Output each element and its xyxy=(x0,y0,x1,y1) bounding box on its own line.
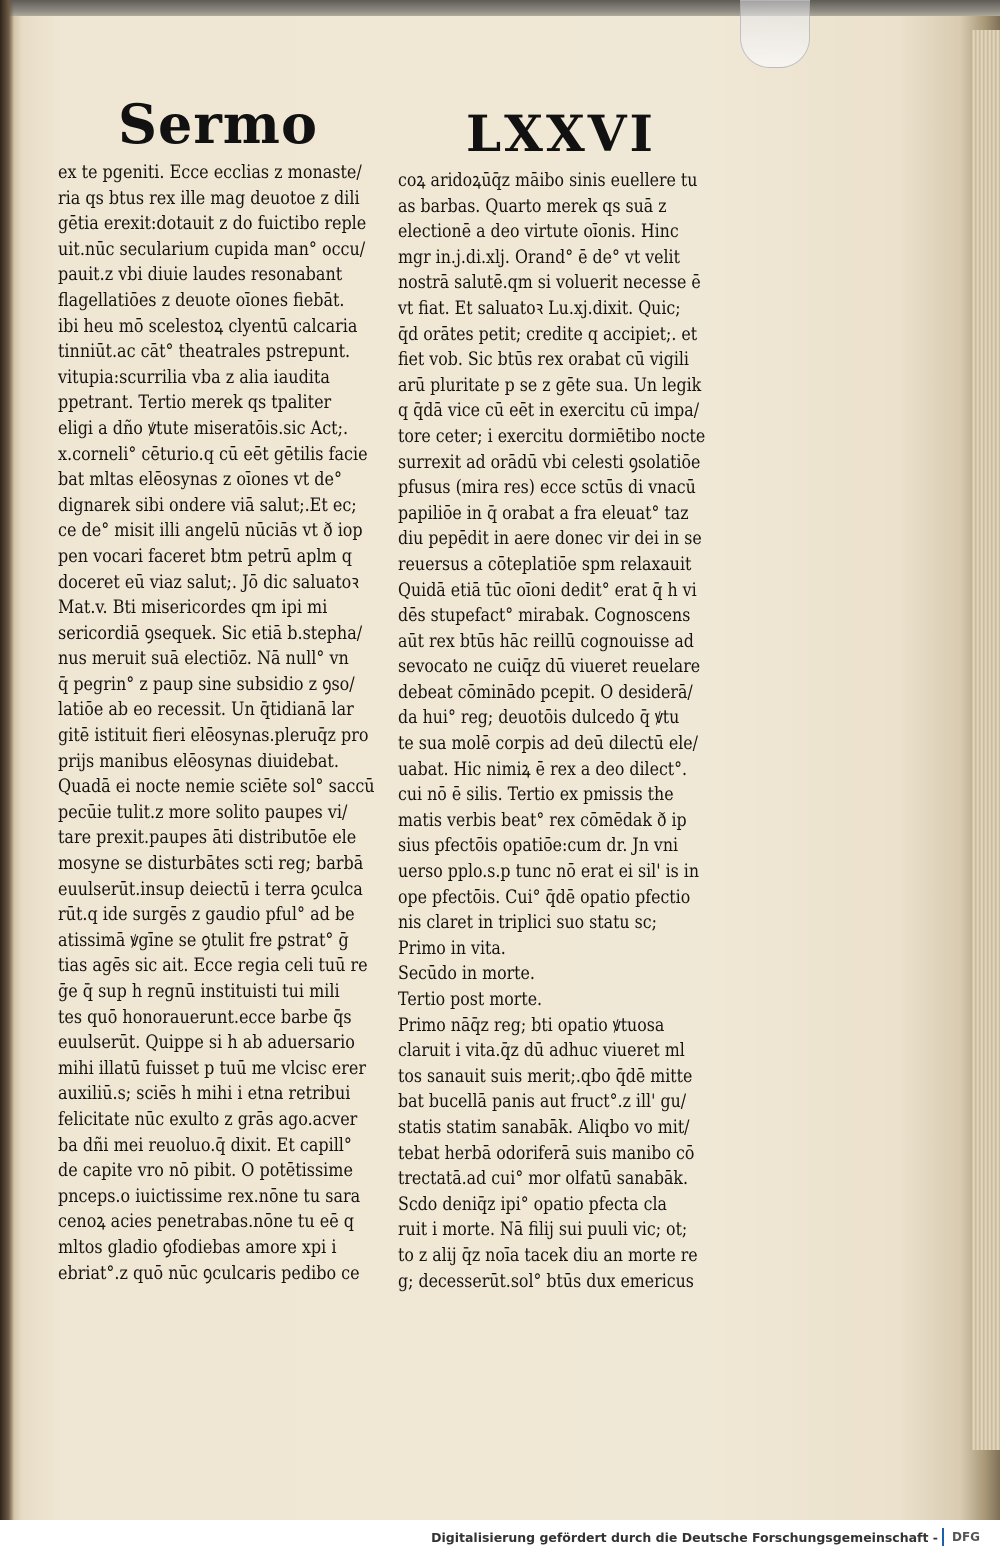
text-line: Quidā etiā tūc oīoni dedit° erat q̄ h vi xyxy=(398,579,697,601)
text-line: dignarek sibi ondere viā salut;.Et ec; xyxy=(58,494,357,516)
text-line: euulserūt. Quippe si h ab aduersario xyxy=(58,1032,355,1054)
text-line: cui nō ē silis. Tertio ex pmissis the xyxy=(398,784,674,806)
text-line: as barbas. Quarto merek qs suā z xyxy=(398,195,667,217)
text-line: ope pfectōis. Cui° q̄dē opatio pfectio xyxy=(398,886,691,908)
text-line: Tertio post morte. xyxy=(398,989,543,1010)
funding-credit: Digitalisierung gefördert durch die Deutsche Forschungsgemeinschaft - xyxy=(431,1530,938,1545)
text-line: uerso pplo.s.p tunc nō erat ei sil' is in xyxy=(398,861,700,883)
text-line: gētia erexit:dotauit z do fuictibo reple xyxy=(58,213,367,235)
footer-bar xyxy=(0,1520,1000,1557)
text-line: nostrā salutē.qm si voluerit necesse ē xyxy=(398,272,701,294)
text-line: ebriat°.z quō nūc ꝯculcaris pedibo ce xyxy=(58,1262,360,1284)
right-column xyxy=(398,168,721,1294)
text-line: Scdo deniq̄z ipi° opatio pfecta cla xyxy=(398,1193,667,1215)
text-line: flagellatiōes z deuote oīones fiebāt. xyxy=(58,289,345,311)
text-line: to z alij q̄z noīa tacek diu an morte re xyxy=(398,1244,698,1266)
text-line: da hui° reg; deuotōis dulcedo q̄ ꝟtu xyxy=(398,707,680,729)
text-line: tinniūt.ac cāt° theatrales pstrepunt. xyxy=(58,341,351,363)
text-line: gitē istituit fieri elēosynas.pleruq̄z pro xyxy=(58,725,369,747)
text-line: statis statim sanabāk. Aliqbo vo mit/ xyxy=(398,1116,690,1138)
text-line: q̄ pegrin° z paup sine subsidio z ꝯso/ xyxy=(58,673,355,695)
text-line: atissimā ꝟgīne se ꝯtulit fre ꝑstrat° ḡ xyxy=(58,929,349,951)
text-line: tias agēs sic ait. Ecce regia celi tuū re xyxy=(58,955,368,977)
text-line: ḡe q̄ sup h regnū instituisti tui mili xyxy=(58,981,340,1002)
text-line: pnceps.o iuictissime rex.nōne tu sara xyxy=(58,1185,361,1207)
text-line: tebat herbā odoriferā suis manibo cō xyxy=(398,1142,695,1164)
text-line: diu pepēdit in aere donec vir dei in se xyxy=(398,528,702,550)
text-line: mltos gladio ꝯfodiebas amore xpi i xyxy=(58,1236,337,1258)
text-line: ba dñi mei reuoluo.q̄ dixit. Et capill° xyxy=(58,1134,352,1156)
text-line: sericordiā ꝯsequek. Sic etiā b.stepha/ xyxy=(58,622,363,644)
text-line: pfusus (mira res) ecce sctūs di vnacū xyxy=(398,477,696,499)
text-line: bat mltas elēosynas z oīones vt de° xyxy=(58,469,343,491)
text-line: pen vocari faceret btm petrū aplm q xyxy=(58,545,352,567)
text-line: reuersus a cōteplatiōe spm relaxauit xyxy=(398,553,692,575)
book-cradle-edge xyxy=(0,0,1000,16)
text-line: te sua molē corpis ad deū dilectū ele/ xyxy=(398,733,698,755)
text-line: mihi illatū fuisset p tuū me vlcisc erer xyxy=(58,1057,366,1079)
text-line: ce de° misit illi angelū nūciās vt ð iop xyxy=(58,520,363,542)
text-line: q q̄dā vice cū eēt in exercitu cū impa/ xyxy=(398,400,700,422)
text-line: uabat. Hic nimiꝝ ē rex a deo dilect°. xyxy=(398,758,688,780)
text-line: dēs stupefact° mirabak. Cognoscens xyxy=(398,605,691,627)
text-line: x.corneli° cēturio.q cū eēt gētilis facie xyxy=(58,443,368,465)
text-line: surrexit ad orādū vbi celesti ꝯsolatiōe xyxy=(398,451,701,473)
text-line: arū pluritate p se z gēte sua. Un legik xyxy=(398,374,702,396)
text-line: trectatā.ad cui° mor olfatū sanabāk. xyxy=(398,1168,689,1190)
text-line: claruit i vita.q̄z dū adhuc viueret ml xyxy=(398,1040,685,1062)
text-line: ruit i morte. Nā filij sui puuli vic; ot; xyxy=(398,1219,688,1241)
text-line: pauit.z vbi diuie laudes resonabant xyxy=(58,264,343,286)
text-line: vitupia:scurrilia vba z alia iaudita xyxy=(58,366,330,388)
text-line: nus meruit suā electiōz. Nā null° vn xyxy=(58,648,349,670)
text-line: tos sanauit suis merit;.qbo q̄dē mitte xyxy=(398,1065,693,1087)
text-line: sius pfectōis opatiōe:cum dr. Jn vni xyxy=(398,835,679,857)
text-line: papiliōe in q̄ orabat a fra eleuat° taz xyxy=(398,502,689,524)
text-line: euulserūt.insup deiectū i terra ꝯculca xyxy=(58,878,363,900)
book-gutter xyxy=(0,0,14,1520)
text-line: Secūdo in morte. xyxy=(398,963,535,985)
text-line: Quadā ei nocte nemie sciēte sol° saccū xyxy=(58,776,375,798)
text-line: g; decesserūt.sol° btūs dux emericus xyxy=(398,1270,694,1292)
text-line: bat bucellā panis aut fruct°.z ill' gu/ xyxy=(398,1091,687,1113)
text-line: debeat cōminādo pcepit. O desiderā/ xyxy=(398,681,693,703)
dfg-logo: DFG xyxy=(942,1528,988,1546)
text-line: mgr in.j.di.xlj. Orand° ē de° vt velit xyxy=(398,246,680,268)
page-edges xyxy=(972,30,1000,1450)
text-line: prijs manibus elēosynas diuidebat. xyxy=(58,750,339,772)
text-line: tore ceter; i exercitu dormiētibo nocte xyxy=(398,425,706,447)
text-line: matis verbis beat° rex cōmēdak ð ip xyxy=(398,809,687,831)
text-line: eligi a dño ꝟtute miseratōis.sic Act;. xyxy=(58,417,349,439)
text-line: ria qs btus rex ille mag deuotoe z dili xyxy=(58,187,360,209)
text-line: ibi heu mō scelestoꝝ clyentū calcaria xyxy=(58,315,358,337)
text-line: Primo nāq̄z reg; bti opatio ꝟtuosa xyxy=(398,1014,665,1036)
text-line: doceret eū viaz salut;. Jō dic saluatoꝛ xyxy=(58,571,359,593)
page-clip xyxy=(740,0,810,68)
text-line: pecūie tulit.z more solito paupes vi/ xyxy=(58,801,348,823)
text-line: aūt rex btūs hāc reillū cognouisse ad xyxy=(398,630,694,652)
text-line: vt fiat. Et saluatoꝛ Lu.xj.dixit. Quic; xyxy=(398,297,681,319)
text-line: tes quō honorauerunt.ecce barbe q̄s xyxy=(58,1006,352,1028)
text-line: latiōe ab eo recessit. Un q̄tidianā lar xyxy=(58,699,354,721)
text-line: felicitate nūc exulto z grās ago.acver xyxy=(58,1108,358,1130)
text-line: auxiliū.s; sciēs h mihi i etna retribui xyxy=(58,1083,351,1105)
text-line: de capite vro nō pibit. O potētissime xyxy=(58,1160,353,1182)
text-line: Primo in vita. xyxy=(398,937,506,959)
text-line: fiet vob. Sic btūs rex orabat cū vigili xyxy=(398,349,689,371)
text-line: uit.nūc secularium cupida man° occu/ xyxy=(58,238,366,260)
text-line: tare prexit.paupes āti distributōe ele xyxy=(58,827,357,849)
left-column xyxy=(58,160,375,1286)
text-line: Mat.v. Bti misericordes qm ipi mi xyxy=(58,597,328,619)
text-line: ex te pgeniti. Ecce ecclias z monaste/ xyxy=(58,162,362,183)
text-line: q̄d orātes petit; credite q accipiet;. et xyxy=(398,323,698,345)
text-line: sevocato ne cuiq̄z dū viueret reuelare xyxy=(398,656,701,678)
text-line: electionē a deo virtute oīonis. Hinc xyxy=(398,221,679,243)
text-line: cenoꝝ acies penetrabas.nōne tu eē q xyxy=(58,1211,354,1233)
text-line: rūt.q ide surgēs z gaudio pful° ad be xyxy=(58,904,355,926)
running-head: Sermo xyxy=(118,92,318,156)
text-line: mosyne se disturbātes scti reg; barbā xyxy=(58,853,364,875)
text-line: coꝝ aridoꝝūq̄z māibo sinis euellere tu xyxy=(398,170,698,191)
text-line: nis claret in triplici suo statu sc; xyxy=(398,912,657,934)
text-line: ppetrant. Tertio merek qs tpaliter xyxy=(58,392,332,414)
folio-number: LXXVI xyxy=(466,104,656,163)
